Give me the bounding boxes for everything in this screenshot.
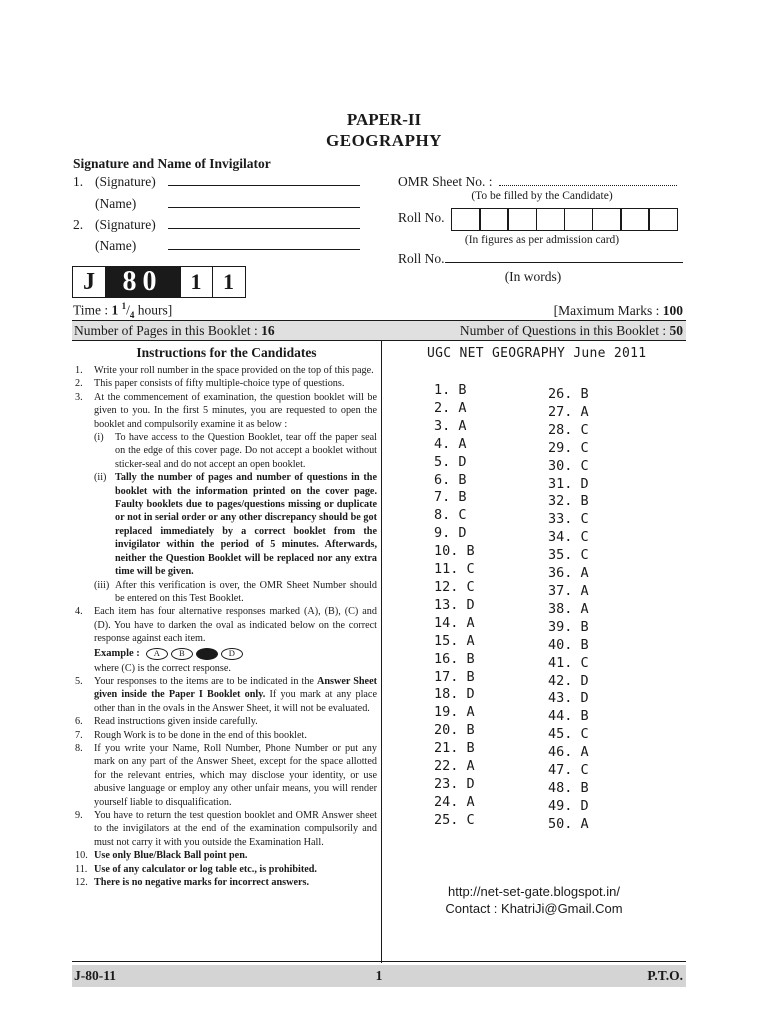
oval-d: D — [221, 648, 243, 660]
instruction-item: 2. This paper consists of fifty multiple-choice type of questions. — [75, 378, 345, 390]
answer-key-entry: 44. B — [548, 708, 589, 725]
answer-key-entry: 38. A — [548, 600, 589, 617]
roll-digit-box[interactable] — [479, 208, 509, 231]
roll-digit-box[interactable] — [451, 208, 481, 231]
invigilator-name-1: (Name) — [73, 196, 360, 212]
invigilator-signature-2: 2. (Signature) — [73, 217, 360, 233]
oval-a: A — [146, 648, 168, 660]
name-1-blank[interactable] — [168, 197, 360, 208]
page-footer — [72, 965, 686, 987]
oval-c-filled: C — [196, 648, 218, 660]
answer-key-entry: 13. D — [434, 596, 475, 613]
oval-b: B — [171, 648, 193, 660]
answer-key-entry: 33. C — [548, 511, 589, 528]
answer-key-entry: 1. B — [434, 382, 467, 398]
instructions-list — [75, 364, 377, 889]
paper-title: PAPER-II — [346, 110, 422, 129]
answer-key-entry: 34. C — [548, 529, 589, 546]
contact-email[interactable]: Contact : KhatriJi@Gmail.Com — [445, 901, 623, 916]
roll-digit-box[interactable] — [592, 208, 622, 231]
answer-key-entry: 9. D — [434, 525, 467, 542]
instruction-item: 7. Rough Work is to be done in the end of this booklet. — [75, 729, 307, 741]
name-2-blank[interactable] — [168, 239, 360, 250]
footer-pto: P.T.O. — [647, 968, 683, 983]
answer-key-entry: 41. C — [548, 654, 589, 671]
contact-url[interactable]: http://net-set-gate.blogspot.in/ — [448, 884, 620, 899]
instruction-item: 11. Use of any calculator or log table etc., is prohibited. — [75, 863, 317, 875]
questions-count: Number of Questions in this Booklet : 50 — [459, 323, 683, 338]
instruction-item: 10. Use only Blue/Black Ball point pen. — [75, 850, 248, 862]
pages-count: Number of Pages in this Booklet : 16 — [74, 323, 275, 338]
roll-digit-box[interactable] — [564, 208, 594, 231]
answer-key-entry: 12. C — [434, 578, 475, 595]
answer-key-entry: 25. C — [434, 811, 475, 828]
answer-key-entry: 10. B — [434, 543, 475, 560]
invigilator-name-2: (Name) — [73, 238, 360, 254]
answer-key-entry: 22. A — [434, 758, 475, 775]
answer-key-entry: 46. A — [548, 744, 589, 761]
example-note: where (C) is the correct response. — [94, 662, 231, 674]
answer-key-entry: 11. C — [434, 561, 475, 578]
answer-key-entry: 24. A — [434, 793, 475, 810]
answer-key-entry: 36. A — [548, 565, 589, 582]
roll-no-boxes — [451, 208, 677, 231]
answer-key-entry: 20. B — [434, 722, 475, 739]
instruction-subitem: (ii) Tally the number of pages and number of questions in the booklet with the information printed on the cover page. Faulty booklets due to pages/questions missing or duplicate or not in serial order or any other discrepancy should be got replaced immediately by a correct booklet from the invigilator within the period of 5 minutes. Afterwards, neither the Question Booklet will be replaced nor any extra time will be given. — [94, 472, 377, 578]
answer-key-entry: 21. B — [434, 740, 475, 757]
instruction-item: 9. You have to return the test question booklet and OMR Answer sheet to the invigilators at the end of the examination compulsorily and must not carry it with you outside the Examination Hall. — [75, 810, 377, 848]
roll-figures-note: (In figures as per admission card) — [464, 234, 620, 246]
answer-key-entry: 7. B — [434, 489, 467, 506]
answer-key-entry: 16. B — [434, 650, 475, 667]
answer-key-entry: 26. B — [548, 386, 589, 402]
column-divider — [381, 341, 382, 963]
answer-key-entry: 50. A — [548, 815, 589, 832]
answer-key-entry: 27. A — [548, 403, 589, 420]
signature-2-blank[interactable] — [168, 218, 360, 229]
instruction-item: 5. Your responses to the items are to be indicated in the Answer Sheet given inside the Paper I Booklet only. If you mark at any place other than in the ovals in the Answer Sheet, it will not be evaluated. — [75, 675, 377, 714]
answer-key-entry: 2. A — [434, 399, 467, 416]
roll-digit-box[interactable] — [507, 208, 537, 231]
answer-key-entry: 28. C — [548, 421, 589, 438]
omr-note: (To be filled by the Candidate) — [471, 190, 613, 202]
code-digit-1: 1 — [179, 266, 213, 298]
answer-key-entry: 6. B — [434, 471, 467, 488]
answer-key-entry: 43. D — [548, 690, 589, 707]
instruction-subitem: (iii) After this verification is over, the OMR Sheet Number should be entered on this Test Booklet. — [94, 579, 377, 604]
answer-key-entry: 31. D — [548, 475, 589, 492]
answer-key-entry: 32. B — [548, 493, 589, 510]
instruction-item: 4. Each item has four alternative responses marked (A), (B), (C) and (D). You have to darken the oval as indicated below on the correct response against each item. — [75, 606, 377, 645]
roll-digit-box[interactable] — [620, 208, 650, 231]
answer-key-title: UGC NET GEOGRAPHY June 2011 — [427, 346, 647, 361]
instruction-subitem: (i) To have access to the Question Booklet, tear off the paper seal on the edge of this cover page. Do not accept a booklet without sticker-seal and do not accept an open booklet. — [94, 432, 377, 470]
answer-key-entry: 29. C — [548, 439, 589, 456]
answer-key-entry: 3. A — [434, 417, 467, 434]
instruction-item: 3. At the commencement of examination, the question booklet will be given to you. In the first 5 minutes, you are requested to open the booklet and compulsorily examine it as below : (i) To have access to the Question Booklet, tear off the paper seal on the edge of this cover page. Do not accept a booklet without sticker-seal and do not accept an open booklet. (ii) Tally the number of pages and number of questions in the booklet with the information printed on the cover page. Faulty booklets due to pages/questions missing or duplicate or not in serial order or any other discrepancy should be got replaced immediately by a correct booklet from the invigilator within the period of 5 minutes. Afterwards, neither the Question Booklet will be replaced nor any extra time will be given. (iii) After this verification is over, the OMR Sheet Number should be entered on this Test Booklet. — [75, 391, 377, 604]
signature-1-blank[interactable] — [168, 175, 360, 186]
answer-key-entry: 40. B — [548, 636, 589, 653]
answer-key-column-2 — [548, 386, 589, 834]
answer-key-entry: 45. C — [548, 726, 589, 743]
answer-key-entry: 47. C — [548, 762, 589, 779]
answer-key-entry: 14. A — [434, 614, 475, 631]
instruction-item: 1. Write your roll number in the space provided on the top of this page. — [75, 365, 374, 376]
answer-key-entry: 5. D — [434, 453, 467, 470]
bottom-rule — [72, 961, 686, 962]
answer-key-entry: 49. D — [548, 797, 589, 814]
invigilator-signature-1: 1. (Signature) — [73, 174, 360, 190]
booklet-code — [72, 266, 244, 298]
subject-title: GEOGRAPHY — [326, 131, 442, 150]
instruction-item: 6. Read instructions given inside carefully. — [75, 716, 258, 728]
code-number: 80 — [105, 266, 181, 298]
code-digit-2: 1 — [212, 266, 246, 298]
invigilator-heading: Signature and Name of Invigilator — [73, 156, 271, 171]
omr-sheet-blank[interactable] — [499, 175, 677, 186]
instruction-item: 8. If you write your Name, Roll Number, Phone Number or put any mark on any part of the Answer Sheet, except for the space allotted for the relevant entries, which may disclose your identity, or use abusive language or employ any other unfair means, you will render yourself liable to disqualification. — [75, 742, 377, 808]
answer-key-entry: 37. A — [548, 582, 589, 599]
maximum-marks: [Maximum Marks : 100 — [553, 303, 683, 318]
instruction-item: 12. There is no negative marks for incorrect answers. — [75, 877, 310, 889]
answer-key-entry: 4. A — [434, 435, 467, 452]
example-ovals: Example : A B C D — [75, 646, 377, 662]
roll-words-note: (In words) — [504, 269, 562, 284]
roll-digit-box[interactable] — [536, 208, 566, 231]
answer-key-entry: 35. C — [548, 547, 589, 564]
roll-no-label: Roll No. — [398, 210, 445, 225]
roll-words-blank[interactable] — [445, 252, 683, 263]
roll-no-words-field: Roll No. — [398, 251, 683, 267]
roll-digit-box[interactable] — [648, 208, 678, 231]
code-letter: J — [72, 266, 106, 298]
omr-sheet-field: OMR Sheet No. : — [398, 174, 677, 190]
footer-page-number: 1 — [375, 968, 383, 983]
answer-key-entry: 48. B — [548, 779, 589, 796]
answer-key-entry: 30. C — [548, 457, 589, 474]
answer-key-entry: 23. D — [434, 775, 475, 792]
answer-key-entry: 39. B — [548, 618, 589, 635]
footer-code: J-80-11 — [74, 968, 116, 983]
answer-key-entry: 19. A — [434, 704, 475, 721]
answer-key-entry: 18. D — [434, 686, 475, 703]
booklet-counts-bar — [72, 320, 686, 341]
instructions-heading: Instructions for the Candidates — [136, 345, 317, 360]
time-allowed: Time : 1 $^1/_4$ hours] — [73, 301, 173, 321]
answer-key-entry: 17. B — [434, 668, 475, 685]
answer-key-entry: 8. C — [434, 507, 467, 524]
answer-key-column-1 — [434, 382, 475, 830]
answer-key-entry: 15. A — [434, 632, 475, 649]
answer-key-entry: 42. D — [548, 672, 589, 689]
